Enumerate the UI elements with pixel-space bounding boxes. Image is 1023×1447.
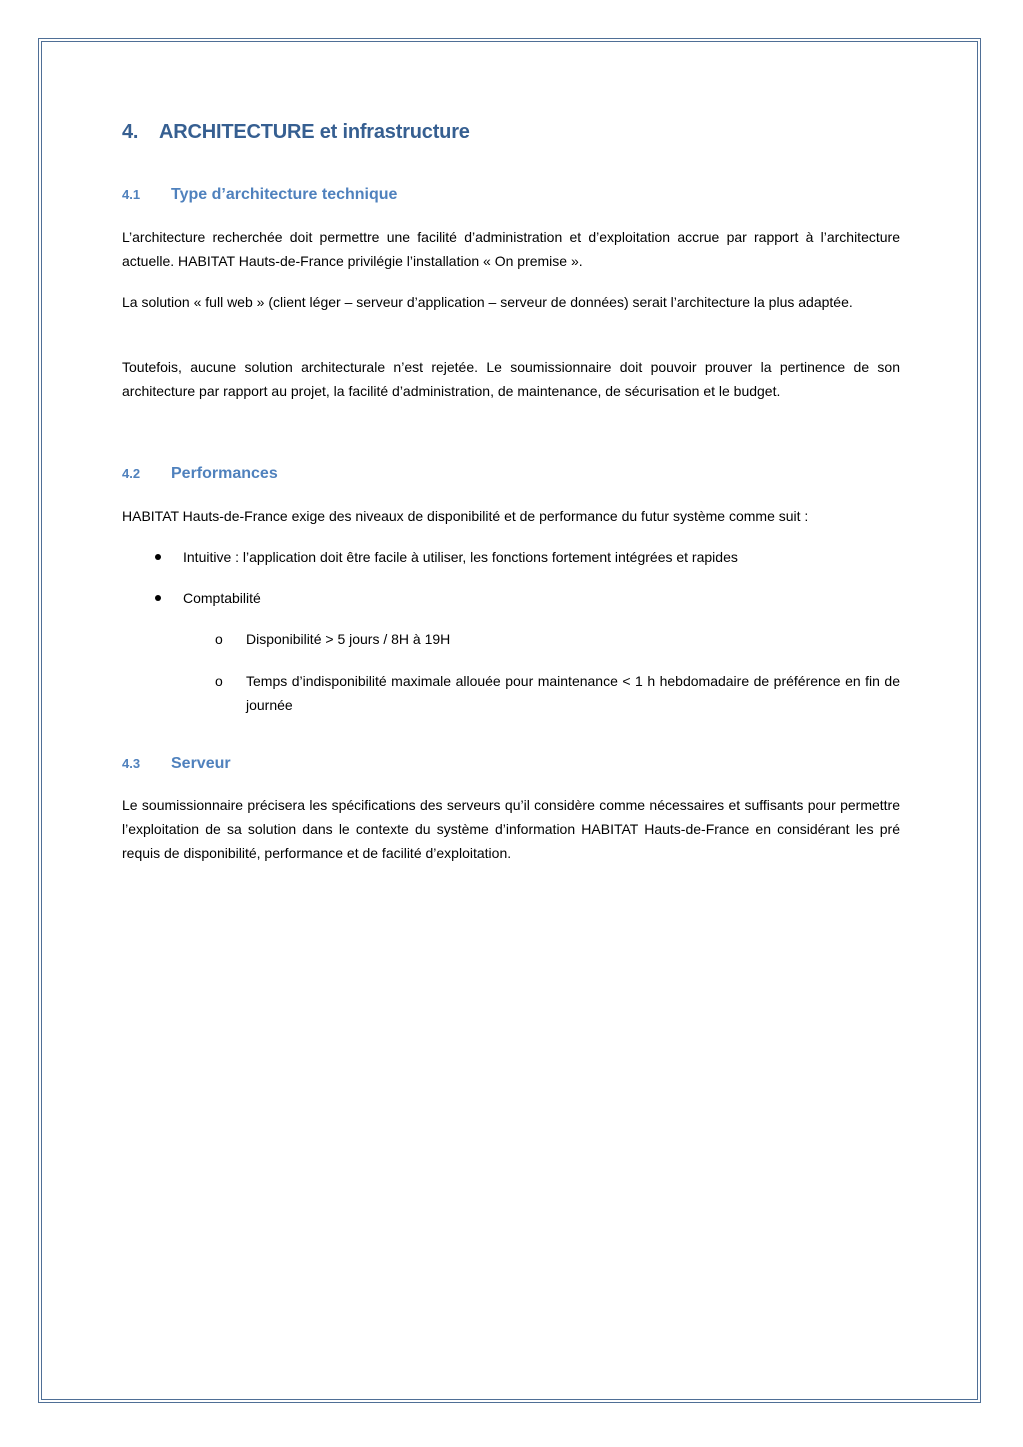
subsection-title: Type d’architecture technique [171, 186, 398, 203]
subsection-title: Serveur [171, 755, 231, 772]
paragraph: Le soumissionnaire précisera les spécifications des serveurs qu’il considère comme nécessaires et suffisants pour permettre l’exploitation de sa solution dans le contexte du système d’information HABITAT Hauts-de-France en considérant les pré requis de disponibilité, performance et de facilité d’exploitation. [122, 797, 900, 861]
sub-list-item-text: Temps d’indisponibilité maximale allouée pour maintenance < 1 h hebdomadaire de préférence en fin de journée [246, 673, 900, 713]
bullet-icon [155, 595, 161, 601]
subsection-heading-4-2 [122, 465, 900, 483]
subsection-number: 4.3 [122, 756, 141, 771]
paragraph: Toutefois, aucune solution architecturale n’est rejetée. Le soumissionnaire doit pouvoir prouver la pertinence de son architecture par rapport au projet, la facilité d’administration, de maintenance, de sécurisation et le budget. [122, 359, 900, 399]
paragraph: L’architecture recherchée doit permettre une facilité d’administration et d’exploitation accrue par rapport à l’architecture actuelle. HABITAT Hauts-de-France privilégie l’installation « On premise ». [122, 229, 900, 269]
list-item-text: Intuitive : l’application doit être facile à utiliser, les fonctions fortement intégrées et rapides [183, 549, 738, 565]
section-heading [122, 121, 900, 144]
section-number: 4. [122, 121, 139, 143]
subsection-number: 4.2 [122, 466, 141, 481]
sub-bullet-icon: o [215, 673, 223, 689]
bullet-icon [155, 554, 161, 560]
sub-list-item-text: Disponibilité > 5 jours / 8H à 19H [246, 631, 451, 647]
subsection-heading-4-1 [122, 186, 900, 204]
paragraph: La solution « full web » (client léger – serveur d’application – serveur de données) serait l’architecture la plus adaptée. [122, 294, 853, 310]
subsection-title: Performances [171, 465, 278, 482]
subsection-number: 4.1 [122, 187, 141, 202]
subsection-heading-4-3 [122, 755, 900, 773]
sub-bullet-icon: o [215, 631, 223, 647]
section-title: ARCHITECTURE et infrastructure [159, 121, 470, 143]
paragraph: HABITAT Hauts-de-France exige des niveaux de disponibilité et de performance du futur système comme suit : [122, 508, 809, 524]
list-item-text: Comptabilité [183, 590, 261, 606]
